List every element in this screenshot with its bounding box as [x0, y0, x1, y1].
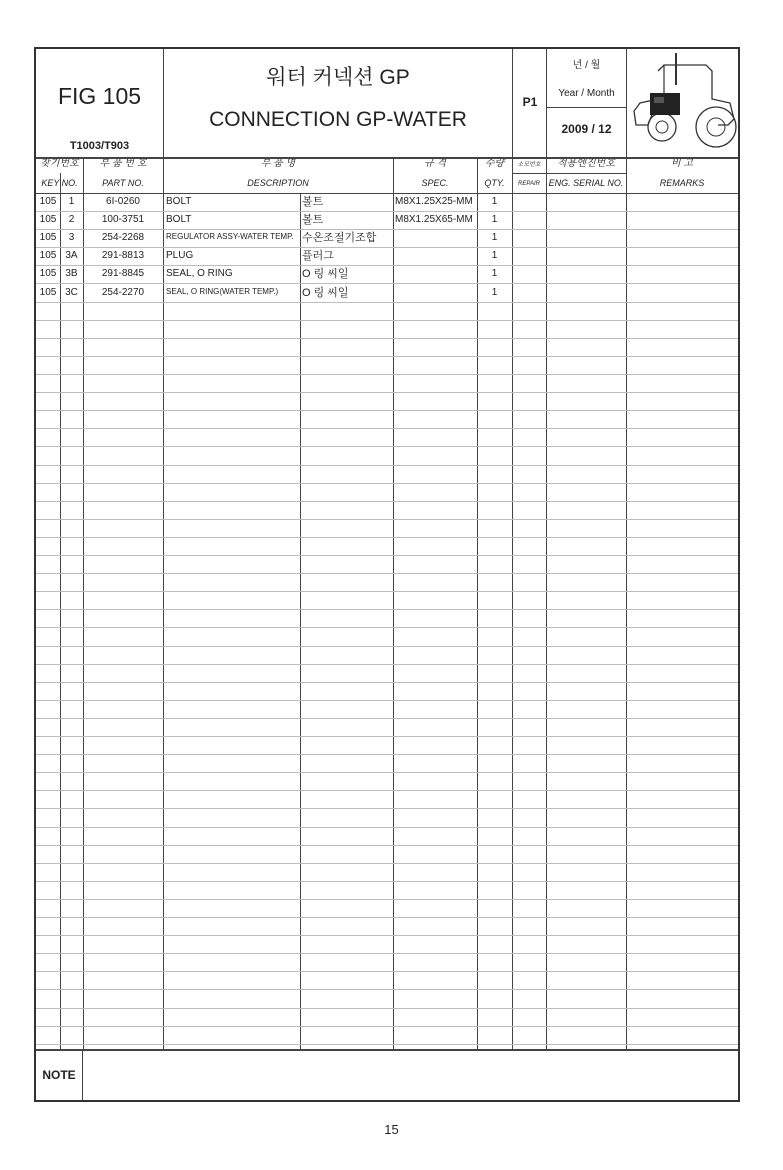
grid-hline: [36, 935, 738, 936]
grid-hline: [36, 338, 738, 339]
grid-hline: [36, 229, 738, 230]
grid-hline: [36, 881, 738, 882]
description-cell: REGULATOR ASSY-WATER TEMP.: [166, 232, 294, 242]
description-korean-cell: 볼트: [302, 214, 324, 227]
grid-hline: [36, 646, 738, 647]
description-korean-cell: 볼트: [302, 196, 324, 208]
page-number: 15: [384, 1122, 399, 1137]
description-cell: BOLT: [166, 196, 192, 207]
description-korean-cell: O 링 씨일: [302, 286, 349, 299]
grid-hline: [36, 917, 738, 918]
fig-cell: 105: [39, 250, 57, 262]
grid-hline: [36, 989, 738, 990]
grid-hline: [36, 827, 738, 828]
key-cell: 3: [68, 232, 75, 244]
qty-cell: 1: [491, 232, 498, 244]
part-number-cell: 254-2270: [101, 286, 145, 298]
grid-hline: [36, 265, 738, 266]
part-number-cell: 291-8845: [101, 268, 145, 280]
grid-hline: [36, 664, 738, 665]
col-repair-korean: 소모번호: [517, 162, 541, 168]
title-korean: 워터 커넥션 GP: [266, 66, 410, 89]
grid-vline: [82, 1049, 83, 1100]
title-english: CONNECTION GP-WATER: [209, 108, 467, 131]
grid-hline: [36, 953, 738, 954]
grid-hline: [36, 428, 738, 429]
col-qty: QTY.: [484, 178, 505, 188]
grid-hline: [36, 193, 738, 194]
grid-hline: [36, 863, 738, 864]
grid-hline: [36, 591, 738, 592]
grid-hline: [36, 465, 738, 466]
col-description: DESCRIPTION: [247, 178, 309, 188]
parts-sheet: [34, 47, 740, 1102]
key-cell: 1: [68, 196, 75, 207]
grid-hline: [36, 1044, 738, 1045]
key-cell: 3A: [65, 250, 78, 262]
part-number-cell: 100-3751: [101, 214, 145, 226]
grid-hline: [36, 790, 738, 791]
grid-hline: [36, 573, 738, 574]
grid-hline: [36, 247, 738, 248]
grid-hline: [546, 107, 626, 108]
key-cell: 2: [68, 214, 75, 226]
fig-cell: 105: [39, 232, 57, 244]
col-repair: REPAIR: [518, 181, 540, 187]
fig-cell: 105: [39, 268, 57, 280]
grid-hline: [36, 754, 738, 755]
grid-hline: [36, 627, 738, 628]
grid-hline: [36, 356, 738, 357]
col-remarks: REMARKS: [659, 178, 705, 188]
grid-vline: [393, 157, 394, 1049]
grid-hline: [36, 555, 738, 556]
fig-number: FIG 105: [57, 83, 142, 109]
spec-cell: M8X1.25X65-MM: [395, 214, 473, 226]
year-month-value: 2009 / 12: [561, 122, 612, 136]
col-spec-korean: 규 격: [423, 158, 447, 169]
grid-hline: [36, 1026, 738, 1027]
grid-hline: [36, 899, 738, 900]
grid-hline: [36, 845, 738, 846]
grid-hline: [546, 173, 626, 174]
grid-hline: [36, 211, 738, 212]
year-month-label-korean: 년 / 월: [572, 60, 601, 71]
key-cell: 3C: [65, 286, 78, 298]
description-korean-cell: 플러그: [302, 250, 334, 263]
qty-cell: 1: [491, 214, 498, 226]
col-key-korean: 찾기번호: [40, 158, 79, 169]
grid-hline: [36, 537, 738, 538]
qty-cell: 1: [491, 196, 498, 207]
grid-hline: [36, 609, 738, 610]
page-code: P1: [522, 95, 538, 109]
col-key: KEY NO.: [41, 178, 78, 188]
col-serial-korean: 적용엔진번호: [557, 158, 615, 169]
description-korean-cell: 수온조절기조합: [302, 232, 377, 245]
col-spec: SPEC.: [421, 178, 449, 188]
grid-hline: [36, 736, 738, 737]
grid-hline: [36, 682, 738, 683]
model-number: T1003/T903: [69, 140, 130, 152]
description-korean-cell: O 링 씨일: [302, 268, 349, 281]
qty-cell: 1: [491, 286, 498, 298]
grid-hline: [36, 446, 738, 447]
key-cell: 3B: [65, 268, 78, 280]
part-number-cell: 254-2268: [101, 232, 145, 244]
col-part: PART NO.: [102, 178, 144, 188]
grid-hline: [36, 320, 738, 321]
grid-hline: [36, 772, 738, 773]
grid-hline: [512, 173, 546, 174]
grid-hline: [36, 1008, 738, 1009]
part-number-cell: 6I-0260: [106, 196, 140, 207]
qty-cell: 1: [491, 268, 498, 280]
description-cell: SEAL, O RING(WATER TEMP.): [166, 286, 279, 296]
col-part-korean: 부 품 번 호: [99, 158, 147, 169]
grid-hline: [36, 501, 738, 502]
grid-hline: [36, 374, 738, 375]
description-cell: PLUG: [166, 250, 194, 262]
grid-hline: [36, 519, 738, 520]
grid-hline: [36, 302, 738, 303]
col-description-korean: 부 품 명: [260, 158, 296, 169]
year-month-label: Year / Month: [558, 88, 615, 99]
grid-hline: [36, 283, 738, 284]
fig-cell: 105: [39, 286, 57, 298]
grid-hline: [36, 483, 738, 484]
part-number-cell: 291-8813: [101, 250, 145, 262]
col-serial: ENG. SERIAL NO.: [548, 178, 624, 188]
description-cell: SEAL, O RING: [166, 268, 233, 280]
grid-hline: [36, 392, 738, 393]
grid-hline: [36, 700, 738, 701]
grid-vline: [300, 193, 301, 1049]
note-label: NOTE: [42, 1068, 76, 1082]
grid-hline: [36, 157, 738, 159]
col-remarks-korean: 비 고: [670, 158, 694, 169]
grid-hline: [36, 808, 738, 809]
tractor-engine-location-icon: [628, 51, 740, 155]
fig-cell: 105: [39, 196, 57, 207]
grid-hline: [36, 1049, 738, 1051]
col-qty-korean: 수량: [484, 158, 505, 169]
grid-hline: [36, 971, 738, 972]
grid-hline: [36, 410, 738, 411]
fig-cell: 105: [39, 214, 57, 226]
spec-cell: M8X1.25X25-MM: [395, 196, 473, 207]
qty-cell: 1: [491, 250, 498, 262]
grid-hline: [36, 718, 738, 719]
description-cell: BOLT: [166, 214, 192, 226]
